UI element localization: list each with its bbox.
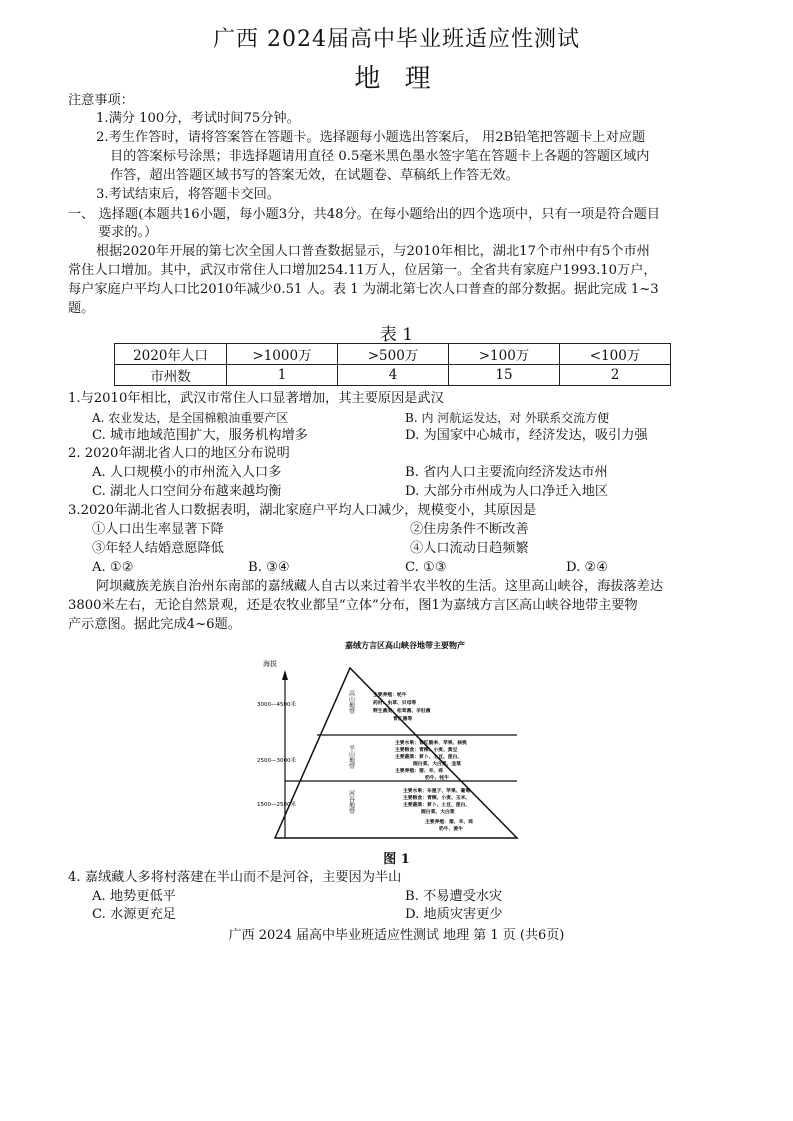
note-2-line-2: 目的答案标号涂黑；非选择题请用直径 0.5毫米黑色墨水签字笔在答题卡上各题的答题区域内 [110,149,650,164]
figure-title: 嘉绒方言区高山峡谷地带主要物产 [345,641,465,650]
table-cell: 2 [560,365,671,386]
table-row [115,365,671,386]
product-label: 主要粮食：青稞、小麦、黄豆 [395,748,458,753]
product-label: 主要养殖：猪、羊、鸡 [395,769,443,774]
passage-2-line-3: 产示意图。据此完成4~6题。 [68,617,241,632]
question-3-statement-2: ②住房条件不断改善 [410,522,529,537]
table-column-header: >100万 [449,344,560,365]
question-4-option-d: D. 地质灾害更少 [405,907,503,922]
question-3-option-d: D. ②④ [566,560,609,575]
exam-title: 广西 2024届高中毕业班适应性测试 [213,27,580,52]
table-column-header: >1000万 [227,344,338,365]
table-cell: 15 [449,365,560,386]
product-label: 奶牛、牦牛 [425,776,449,781]
question-3-statement-1: ①人口出生率显著下降 [92,522,224,537]
question-1-option-b: B. 内 河航运发达，对 外联系交流方便 [405,411,610,425]
product-label: 主要养殖：猪、羊、鸡 [425,820,473,825]
product-label: 野生菌类：松茸菌、羊肚菌 [373,709,431,714]
page-footer: 广西 2024 届高中毕业班适应性测试 地理 第 1 页 (共6页) [228,928,565,943]
product-label: 主要水果：车厘子、苹果、葡萄 [403,789,471,794]
note-2-line-3: 作答，超出答题区域书写的答案无效，在试题卷、草稿纸上作答无效。 [110,168,519,183]
question-1-option-a: A. 农业发达，是全国棉粮油重要产区 [92,411,289,425]
product-label: 青杠菌等 [393,717,413,722]
notes-heading: 注意事项： [68,93,134,108]
population-table [114,343,671,386]
note-3: 3.考试结束后，将答题卡交回。 [96,187,281,202]
question-2-option-d: D. 大部分市州成为人口净迁入地区 [405,484,609,499]
question-2-option-b: B. 省内人口主要流向经济发达市州 [405,465,608,480]
section-1-instructions-cont: 要求的。） [98,225,158,240]
table-row [115,344,671,365]
zone-label-high: 高山地带 [347,690,355,714]
subject-title: 地 理 [354,64,439,94]
question-2-stem: 2. 2020年湖北省人口的地区分布说明 [68,446,290,461]
question-1-stem: 1.与2010年相比，武汉市常住人口显著增加，其主要原因是武汉 [68,391,444,406]
question-3-statement-4: ④人口流动日趋频繁 [410,541,529,556]
figure-caption: 图 1 [383,852,410,867]
table-cell: 1 [227,365,338,386]
question-3-option-c: C. ①③ [405,560,447,575]
table-column-header: >500万 [338,344,449,365]
product-label: 圆白菜、大白菜、韭菜 [413,762,461,767]
table-header-cell: 市州数 [115,365,227,386]
product-label: 主要粮食：青稞、小麦、玉米、 [403,796,471,801]
question-3-option-b: B. ③④ [248,560,290,575]
section-1-instructions: 一、 选择题(本题共16小题，每小题3分，共48分。在每小题给出的四个选项中，只有一项是符合题目 [68,207,660,222]
question-3-statement-3: ③年轻人结婚意愿降低 [92,541,224,556]
question-2-option-c: C. 湖北人口空间分布越来越均衡 [92,484,282,499]
table-1-caption: 表 1 [379,325,414,345]
passage-1-line-4: 题。 [68,301,95,316]
elevation-label-high: 3000—4500米 [257,702,296,708]
product-label: 主要水果：青红脆李、苹果、核桃 [395,741,467,746]
elevation-label-mid: 2500—3000米 [257,758,296,764]
passage-2-line-1: 阿坝藏族羌族自治州东南部的嘉绒藏人自古以来过着半农半牧的生活。这里高山峡谷，海拔落差达 [96,579,664,594]
product-label: 药材：虫草、贝母等 [373,701,417,706]
zone-label-low: 河谷地带 [347,790,355,814]
question-1-option-d: D. 为国家中心城市，经济发达，吸引力强 [405,428,648,443]
table-header-cell: 2020年人口 [115,344,227,365]
question-4-option-b: B. 不易遭受水灾 [405,889,503,904]
question-2-option-a: A. 人口规模小的市州流入人口多 [92,465,282,480]
passage-2-line-2: 3800米左右，无论自然景观，还是农牧业都呈“立体”分布，图1为嘉绒方言区高山峡谷地带主要物 [68,598,638,613]
question-4-option-c: C. 水源更充足 [92,907,176,922]
table-cell: 4 [338,365,449,386]
passage-1-line-2: 常住人口增加。其中，武汉市常住人口增加254.11万人，位居第一。全省共有家庭户1993.10万户， [68,263,657,278]
product-label: 圆白菜、大白菜 [421,810,455,815]
question-3-option-a: A. ①② [92,560,134,575]
zone-label-mid: 半山地带 [347,745,355,769]
product-label: 奶牛、黄牛 [439,827,463,832]
passage-1-line-3: 每户家庭户平均人口比2010年减少0.51 人。表 1 为湖北第七次人口普查的部分数据。据此完成 1~3 [68,282,659,297]
question-1-option-c: C. 城市地域范围扩大，服务机构增多 [92,428,308,443]
axis-label: 海拔 [263,660,277,668]
axis-arrow [282,670,288,680]
question-4-option-a: A. 地势更低平 [92,889,176,904]
passage-1-line-1: 根据2020年开展的第七次全国人口普查数据显示，与2010年相比，湖北17个市州中有5个市州 [96,244,650,259]
product-label: 主要蔬菜：萝卜、土豆、莲白、 [395,755,463,760]
product-label: 主要蔬菜：萝卜、土豆、莲白、 [403,803,471,808]
note-2-line-1: 2.考生作答时，请将答案答在答题卡。选择题每小题选出答案后， 用2B铅笔把答题卡上对应题 [96,130,646,145]
altitude-zone-figure [255,640,545,840]
product-label: 主要养殖：牦牛 [373,693,407,698]
elevation-label-low: 1500—2500米 [257,802,296,808]
question-4-stem: 4. 嘉绒藏人多将村落建在半山而不是河谷，主要因为半山 [68,870,402,885]
question-3-stem: 3.2020年湖北省人口数据表明，湖北家庭户平均人口减少，规模变小，其原因是 [68,503,537,518]
table-column-header: <100万 [560,344,671,365]
note-1: 1.满分 100分，考试时间75分钟。 [96,111,300,126]
